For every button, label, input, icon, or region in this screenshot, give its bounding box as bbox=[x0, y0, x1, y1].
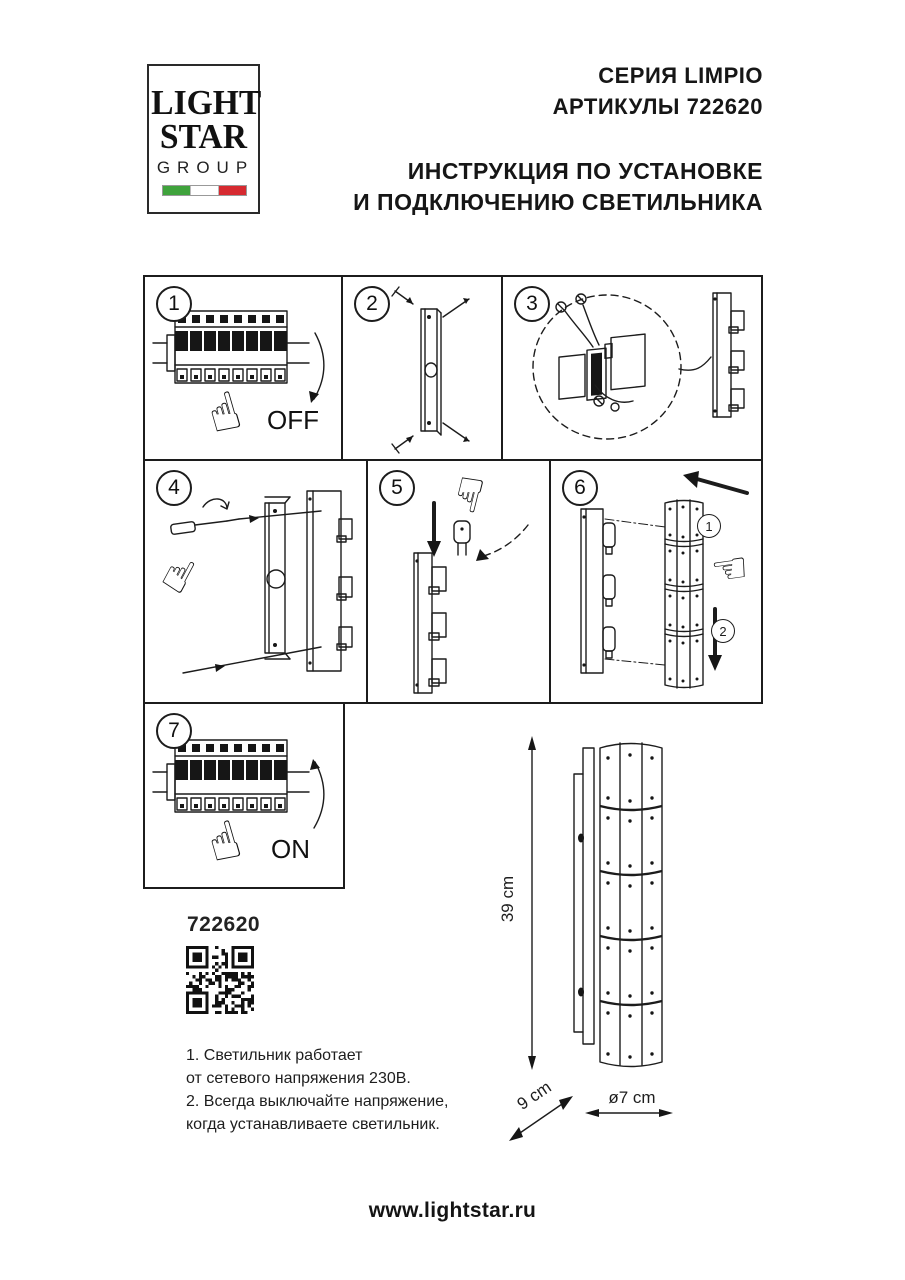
article-number: 722620 bbox=[187, 913, 261, 936]
lightstar-logo bbox=[147, 64, 260, 214]
step-6-substep-1: 1 bbox=[697, 514, 721, 538]
on-label: ON bbox=[271, 834, 310, 864]
website-url: www.lightstar.ru bbox=[368, 1199, 537, 1222]
gripping-hand-icon: ☜ bbox=[707, 541, 752, 596]
step-5-panel bbox=[366, 459, 551, 704]
flag-red-segment bbox=[219, 186, 246, 195]
hand-holding-bulb-icon: ☟ bbox=[448, 465, 489, 525]
height-dimension-label: 39 cm bbox=[498, 875, 517, 923]
step-4-panel bbox=[143, 459, 368, 704]
articles-label: АРТИКУЛЫ 722620 bbox=[552, 94, 763, 119]
italian-flag-icon bbox=[162, 185, 247, 196]
step-3-panel bbox=[501, 275, 763, 461]
logo-word-group: GROUP bbox=[156, 158, 255, 177]
step-7-number: 7 bbox=[156, 713, 192, 749]
logo-word-star: STAR bbox=[159, 117, 248, 156]
step-1-panel bbox=[143, 275, 343, 461]
flag-green-segment bbox=[163, 186, 190, 195]
diameter-dimension-label: ø7 cm bbox=[608, 1088, 656, 1107]
logo-word-light: LIGHT bbox=[151, 83, 262, 122]
pointing-hand-icon: ☝ bbox=[200, 380, 248, 447]
qr-code bbox=[186, 946, 254, 1014]
header-text bbox=[353, 60, 763, 218]
hand-screwdriver-icon: ☝ bbox=[153, 544, 204, 605]
note-line: когда устанавливаете светильник. bbox=[186, 1116, 440, 1133]
series-label: СЕРИЯ LIMPIO bbox=[598, 63, 763, 88]
dimension-drawing bbox=[495, 710, 695, 1150]
note-line: 2. Всегда выключайте напряжение, bbox=[186, 1093, 449, 1110]
safety-notes bbox=[186, 1044, 448, 1136]
step-1-number: 1 bbox=[156, 286, 192, 322]
step-2-panel bbox=[341, 275, 503, 461]
doc-title-line1: ИНСТРУКЦИЯ ПО УСТАНОВКЕ bbox=[407, 158, 763, 184]
step-7-panel bbox=[143, 702, 345, 889]
step-3-number: 3 bbox=[514, 286, 550, 322]
step-6-number: 6 bbox=[562, 470, 598, 506]
step-2-number: 2 bbox=[354, 286, 390, 322]
pointing-hand-icon: ☝ bbox=[200, 809, 248, 876]
step-5-number: 5 bbox=[379, 470, 415, 506]
step-6-substep-2: 2 bbox=[711, 619, 735, 643]
doc-title-line2: И ПОДКЛЮЧЕНИЮ СВЕТИЛЬНИКА bbox=[353, 189, 763, 215]
step-6-panel bbox=[549, 459, 763, 704]
flag-white-segment bbox=[190, 186, 219, 195]
depth-dimension-label: 9 cm bbox=[513, 1077, 555, 1114]
off-label: OFF bbox=[267, 405, 319, 435]
step-4-number: 4 bbox=[156, 470, 192, 506]
note-line: 1. Светильник работает bbox=[186, 1047, 363, 1064]
note-line: от сетевого напряжения 230В. bbox=[186, 1070, 411, 1087]
